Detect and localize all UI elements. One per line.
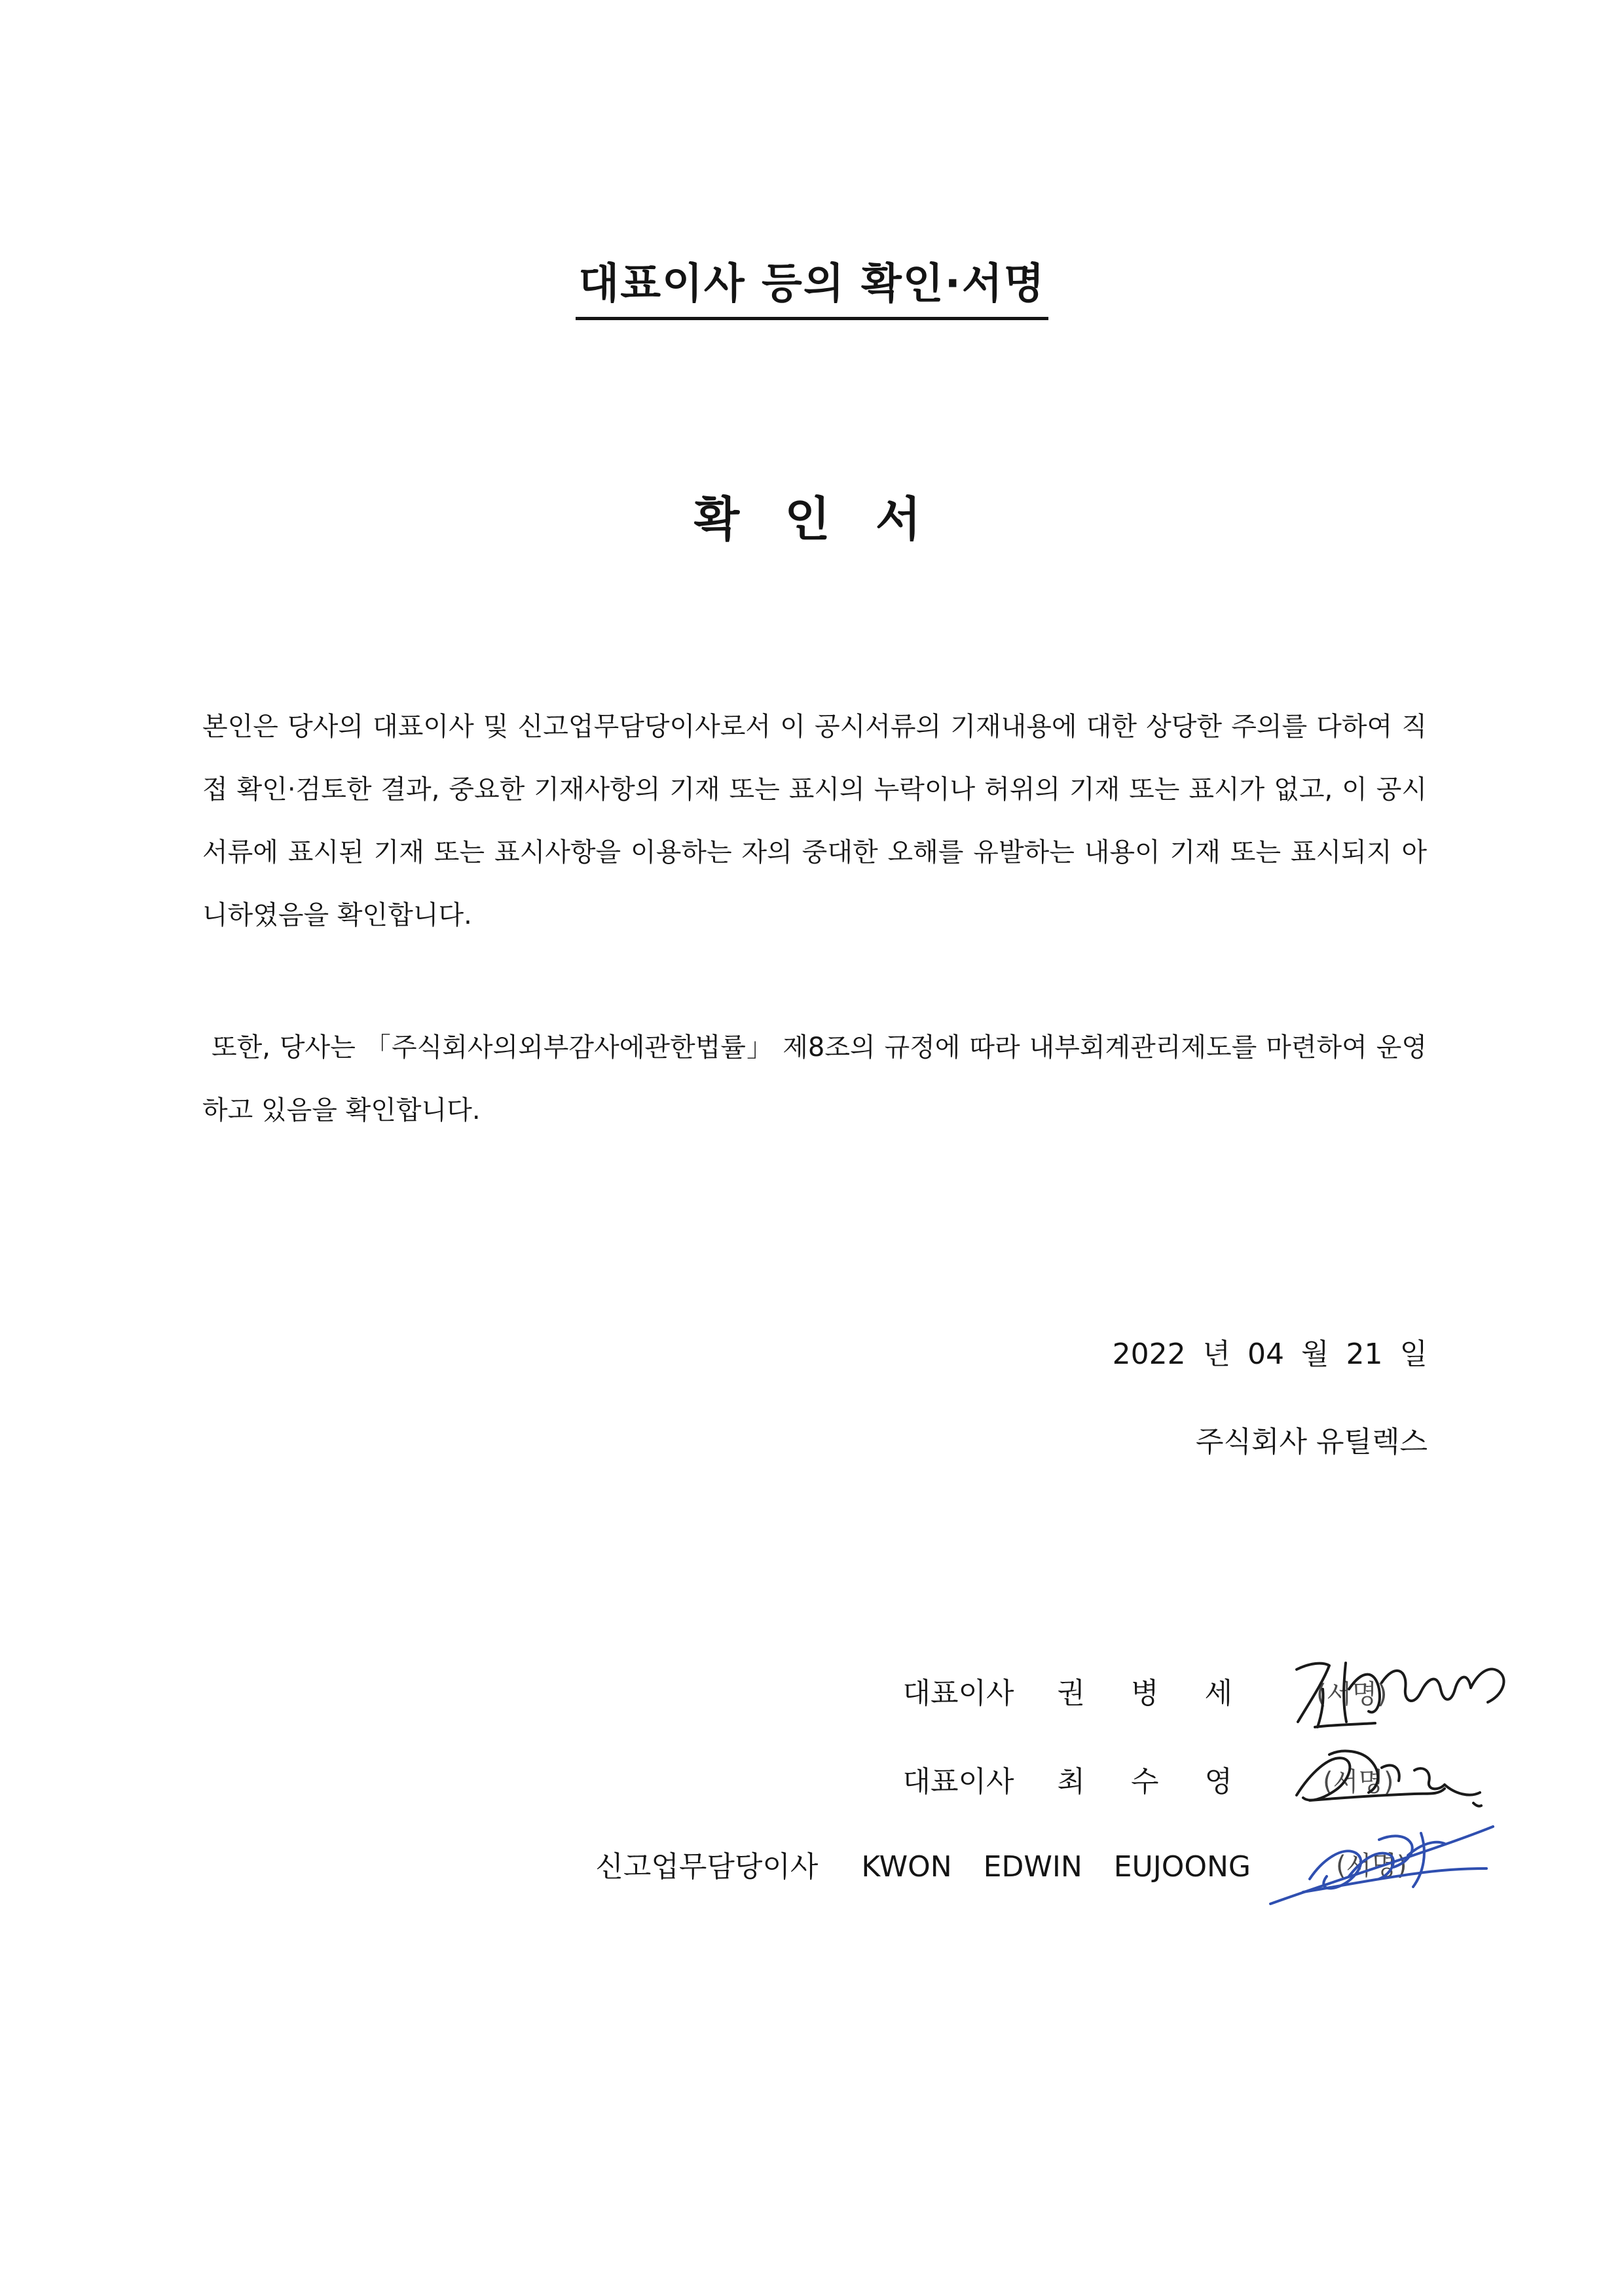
signatory-name: 권 병 세: [1057, 1677, 1251, 1710]
document-date: 2022 년 04 월 21 일: [1112, 1338, 1428, 1371]
internal-control-paragraph: 또한, 당사는 「주식회사의외부감사에관한법률」 제8조의 규정에 따라 내부회계관리제도를 마련하여 운영하고 있음을 확인합니다.: [202, 1032, 1427, 1125]
signatory-row-1: [903, 1669, 1251, 1711]
signatory-name: KWON EDWIN EUJOONG: [861, 1850, 1251, 1884]
signature-label: (서명): [1323, 1767, 1394, 1797]
signatory-row-2: [903, 1758, 1251, 1800]
confirmation-paragraph: 본인은 당사의 대표이사 및 신고업무담당이사로서 이 공시서류의 기재내용에 대한 상당한 주의를 다하여 직접 확인·검토한 결과, 중요한 기재사항의 기재 또는 표시의 누락이나 허위의 기재 또는 표시가 없고, 이 공시서류에 표시된 기재 또는 표시사항을 이용하는 자의 중대한 오해를 유발하는 내용이 기재 또는 표시되지 아니하였음을 확인합니다.: [202, 712, 1427, 930]
signatory-role: 대표이사: [902, 1677, 1014, 1710]
signature-label: (서명): [1336, 1851, 1407, 1881]
document-title: [0, 250, 1624, 320]
confirmation-heading: 확 인 서: [693, 492, 931, 547]
signature-label: (서명): [1316, 1679, 1388, 1709]
signatory-name: 최 수 영: [1057, 1765, 1251, 1798]
signatory-row-3: [595, 1843, 1251, 1885]
signatory-role: 대표이사: [902, 1765, 1014, 1798]
document-title-text: 대표이사 등의 확인·서명: [576, 250, 1048, 320]
company-name: 주식회사 유틸렉스: [1195, 1425, 1428, 1459]
signatory-role: 신고업무담당이사: [595, 1850, 819, 1884]
